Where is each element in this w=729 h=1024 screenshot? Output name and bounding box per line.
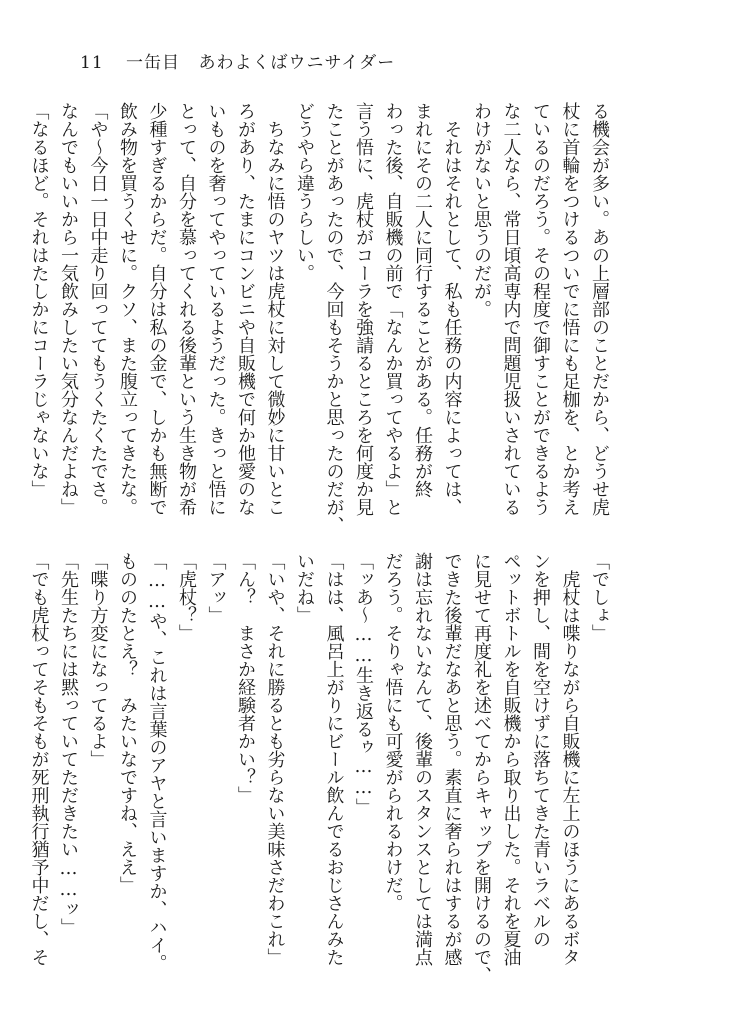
text-column: ペットボトルを自販機から取り出した。それを夏油 xyxy=(500,552,522,966)
text-column: 言う悟に、虎杖がコーラを強請るところを何度か見 xyxy=(353,102,374,516)
text-column: 「なるほど。それはたしかにコーラじゃないな」 xyxy=(28,102,50,498)
text-column: 「アッ」 xyxy=(205,552,227,624)
text-column: まれにその二人に同行することがある。任務が終 xyxy=(412,102,433,498)
text-column: いものを奢ってやっているようだった。きっと悟に xyxy=(205,102,227,516)
text-column: とって、自分を慕ってくれる後輩という生き物が希 xyxy=(176,102,197,516)
text-column: 「はは、風呂上がりにビール飲んでるおじさんみた xyxy=(323,552,345,966)
text-column: それはそれとして、私も任務の内容によっては、 xyxy=(441,102,463,516)
text-column: できた後輩だなあと思う。素直に奢られはするが感 xyxy=(441,552,463,966)
text-column: 謝は忘れないなんて、後輩のスタンスとしては満点 xyxy=(412,552,433,966)
text-column: 「喋り方変になってるよ」 xyxy=(87,552,109,768)
upper-text-block xyxy=(24,102,614,534)
text-column: なんでもいいから一気飲みしたい気分なんだよね」 xyxy=(58,102,79,516)
text-column: 「ッあ～……生き返るゥ……」 xyxy=(353,552,374,816)
text-column: ろがあり、たまにコンビニや自販機で何か他愛のな xyxy=(235,102,256,516)
page-number: 11 xyxy=(80,53,104,73)
chapter-label: 一缶目 xyxy=(126,53,181,73)
text-column: 「……や、これは言葉のアヤと言いますか、ハイ。 xyxy=(146,552,168,972)
text-column: 杖に首輪をつけるついでに悟にも足枷を、とか考え xyxy=(559,102,581,516)
running-header xyxy=(80,48,395,73)
lower-text-block xyxy=(24,552,614,984)
text-column: ちなみに悟のヤツは虎杖に対して微妙に甘いとこ xyxy=(264,102,286,516)
text-column: どうやら違うらしい。 xyxy=(294,102,315,282)
text-column: 少種すぎるからだ。自分は私の金で、しかも無断で xyxy=(146,102,168,516)
text-column: たことがあったので、今回もそうかと思ったのだが、 xyxy=(323,102,345,534)
text-column: 「いや、それに勝るとも劣らない美味さだわこれ」 xyxy=(264,552,286,966)
text-column: 「でしょ」 xyxy=(589,552,610,642)
text-column: 飲み物を買うくせに。クソ、また腹立ってきたな。 xyxy=(117,102,138,516)
text-column: わった後、自販機の前で「なんか買ってやるよ」と xyxy=(382,102,404,516)
text-column: ンを押し、間を空けずに落ちてきた青いラベルの xyxy=(530,552,551,948)
text-column: に見せて再度礼を述べてからキャップを開けるので、 xyxy=(471,552,492,984)
text-column: 虎杖は喋りながら自販機に左上のほうにあるボタ xyxy=(559,552,581,966)
text-column: る機会が多い。あの上層部のことだから、どうせ虎 xyxy=(589,102,610,516)
text-column: いだね」 xyxy=(294,552,315,624)
text-column: な二人なら、常日頃高専内で問題児扱いされている xyxy=(500,102,522,516)
text-column: ているのだろう。その程度で御すことができるよう xyxy=(530,102,551,516)
text-column: だろう。そりゃ悟にも可愛がられるわけだ。 xyxy=(382,552,404,912)
text-column: もののたとえ？ みたいなですね、ええ」 xyxy=(117,552,138,894)
text-column: 「先生たちには黙っていてただきたい……ッ」 xyxy=(58,552,79,936)
chapter-title: あわよくばウニサイダー xyxy=(198,53,396,73)
text-column: 「でも虎杖ってそもそもが死刑執行猶予中だし、そ xyxy=(28,552,50,966)
text-column: 「ん？ まさか経験者かい？」 xyxy=(235,552,256,804)
text-column: わけがないと思うのだが。 xyxy=(471,102,492,318)
text-column: 「虎杖？」 xyxy=(176,552,197,642)
text-column: 「や～今日一日中走り回っててもうくたくたでさ。 xyxy=(87,102,109,516)
